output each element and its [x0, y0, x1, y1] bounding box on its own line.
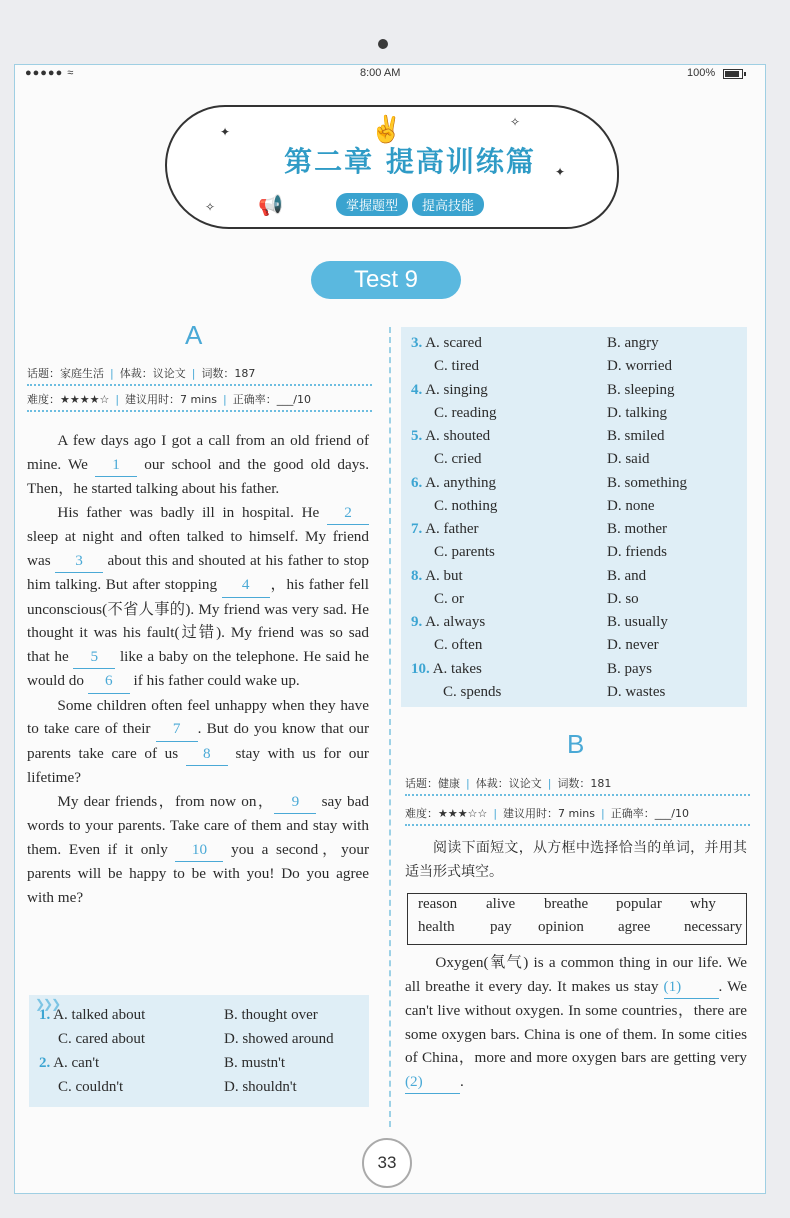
word-bank-item: agree	[618, 919, 651, 935]
option-row	[607, 451, 650, 468]
dotted-rule	[405, 824, 750, 826]
word-bank	[407, 893, 747, 945]
word-bank-item: why	[690, 896, 716, 912]
section-b-heading: B	[567, 729, 585, 759]
blank-3: 3	[55, 549, 103, 574]
paragraph	[405, 951, 747, 1094]
text: My dear friends，from now on，	[57, 792, 275, 810]
suggested-time: 建议用时：7 mins	[125, 393, 218, 406]
options-box-right	[401, 327, 747, 707]
dotted-rule	[27, 384, 372, 386]
text: if his father could wake up.	[129, 672, 300, 689]
option-row	[443, 684, 501, 701]
meta-separator: |	[191, 367, 196, 380]
option-row	[607, 428, 665, 445]
paragraph	[27, 694, 369, 790]
word-bank-item: popular	[616, 896, 662, 912]
text: Oxygen(氧气) is a common thing in our life. We all breathe it every day. It makes us stay	[405, 954, 747, 995]
word-bank-item: reason	[418, 896, 458, 912]
option-row	[411, 475, 496, 492]
option-a[interactable]: A. singing	[425, 381, 488, 398]
passage-a	[27, 429, 369, 909]
accuracy: 正确率：___/10	[610, 807, 689, 820]
section-a-meta-1	[27, 365, 255, 381]
option-row	[411, 661, 482, 678]
section-b-meta-1	[405, 775, 611, 791]
option-a[interactable]: A. father	[425, 521, 479, 537]
option-c[interactable]: C. cared about	[58, 1031, 146, 1047]
option-b[interactable]: B. pays	[607, 660, 652, 677]
option-b[interactable]: B. sleeping	[607, 381, 675, 398]
word-count: 词数：187	[201, 367, 256, 380]
paragraph	[27, 790, 369, 910]
text: His father was badly ill in hospital. He	[57, 503, 327, 521]
option-d[interactable]: D. talking	[607, 404, 667, 421]
option-row	[434, 358, 479, 375]
instruction-text: 阅读下面短文，从方框中选择恰当的单词，并用其适当形式填空。	[405, 840, 747, 880]
option-row	[607, 358, 672, 375]
page-number: 33	[362, 1138, 412, 1188]
question-number: 3.	[411, 335, 423, 351]
paragraph	[27, 501, 369, 694]
chevrons-icon: ❯❯❯	[35, 997, 60, 1011]
option-row	[607, 335, 659, 352]
option-row	[607, 614, 668, 631]
battery-percent: 100%	[687, 67, 716, 79]
option-row	[607, 405, 667, 422]
status-bar	[15, 65, 765, 82]
status-time: 8:00 AM	[360, 67, 401, 79]
option-c[interactable]: C. spends	[443, 683, 502, 700]
option-row	[607, 591, 639, 608]
test-badge: Test 9	[311, 261, 461, 299]
option-row	[434, 498, 497, 515]
blank-b2: (2)	[405, 1070, 460, 1095]
option-c[interactable]: C. or	[434, 590, 464, 607]
blank-10: 10	[175, 838, 223, 863]
option-a[interactable]: A. can't	[53, 1055, 100, 1071]
rock-hand-icon: ✌	[370, 115, 403, 144]
word-bank-item: alive	[486, 896, 516, 912]
option-row	[411, 521, 479, 538]
dotted-rule	[27, 410, 372, 412]
option-row	[607, 544, 667, 561]
option-d[interactable]: D. worried	[607, 358, 672, 374]
option-a[interactable]: A. but	[425, 567, 463, 584]
paragraph	[27, 429, 369, 501]
text: ，his father fell unconscious(不省人事的). My friend was very sad. He thought it was his fault(过错). My friend was so sad that he	[27, 576, 369, 665]
text: about this and shouted at his father to stop him talking. But after stopping	[27, 551, 370, 593]
meta-separator: |	[115, 393, 120, 406]
option-a[interactable]: A. talked about	[53, 1007, 146, 1023]
genre: 体裁：议论文	[119, 367, 186, 380]
text: sleep at night and often talked to himself. My friend was	[27, 528, 369, 569]
option-b[interactable]: B. mother	[607, 521, 667, 537]
option-a[interactable]: A. shouted	[425, 428, 491, 444]
option-b[interactable]: B. smiled	[607, 428, 665, 444]
option-c[interactable]: C. parents	[434, 544, 495, 560]
option-row	[607, 568, 646, 585]
word-bank-item: breathe	[544, 896, 589, 912]
section-a-meta-2	[27, 391, 311, 407]
meta-separator: |	[493, 807, 498, 820]
word-bank-item: pay	[490, 919, 512, 935]
option-d[interactable]: D. so	[607, 590, 639, 607]
text: A few days ago I got a call from an old friend of mine. We	[27, 432, 369, 473]
option-row	[434, 451, 481, 468]
option-row	[434, 405, 496, 422]
sparkle-icon: ✧	[510, 115, 521, 129]
column-divider	[389, 327, 391, 1127]
word-count: 词数：181	[557, 777, 612, 790]
sparkle-icon: ✧	[205, 200, 216, 214]
meta-separator: |	[223, 393, 227, 406]
sparkle-icon: ✦	[220, 125, 231, 139]
blank-9: 9	[274, 790, 316, 815]
option-a[interactable]: A. always	[425, 614, 486, 630]
question-number: 4.	[411, 381, 423, 398]
section-a-heading: A	[185, 320, 203, 350]
option-d[interactable]: D. wastes	[607, 683, 666, 700]
option-row	[607, 382, 675, 399]
difficulty: 难度：★★★★☆	[27, 393, 110, 406]
tablet-camera	[378, 39, 388, 49]
section-b-meta-2	[405, 805, 689, 821]
option-a[interactable]: A. scared	[425, 335, 482, 351]
option-row	[434, 637, 482, 654]
text: like a baby on the telephone. He said he would do	[27, 647, 369, 689]
suggested-time: 建议用时：7 mins	[503, 807, 596, 820]
option-row	[607, 661, 652, 678]
question-number: 9.	[411, 614, 423, 630]
meta-separator: |	[601, 807, 605, 820]
option-row	[434, 544, 495, 561]
text: you a second，your parents will be happy to be with you! Do you agree with me?	[27, 840, 369, 906]
question-number: 8.	[411, 567, 423, 584]
option-row	[411, 428, 490, 445]
signal-icon: ●●●●● ≈	[25, 67, 75, 79]
options-box-left	[29, 995, 369, 1107]
question-number: 1.	[39, 1007, 51, 1023]
blank-1: 1	[95, 453, 137, 478]
text: Some children often feel unhappy when they have to take care of their	[27, 696, 369, 737]
option-c[interactable]: C. often	[434, 637, 483, 653]
topic: 话题：家庭生活	[27, 367, 104, 380]
option-row	[411, 568, 463, 585]
blank-8: 8	[186, 742, 228, 767]
passage-b	[405, 951, 747, 1094]
instruction	[405, 837, 747, 884]
text: . But do you know that our parents take care of us	[27, 720, 369, 762]
question-number: 6.	[411, 474, 423, 491]
option-row	[411, 335, 482, 352]
option-row	[607, 475, 687, 492]
option-b[interactable]: B. something	[607, 474, 688, 491]
megaphone-icon: 📢	[258, 195, 283, 217]
blank-5: 5	[73, 645, 115, 670]
genre: 体裁：议论文	[475, 777, 542, 790]
option-c[interactable]: C. reading	[434, 404, 497, 421]
topic: 话题：健康	[405, 777, 460, 790]
option-row	[607, 521, 667, 538]
question-number: 2.	[39, 1055, 51, 1071]
question-number: 7.	[411, 521, 423, 537]
accuracy: 正确率：___/10	[232, 393, 311, 406]
text: say bad words to your parents. Take care of them and stay with them. Even if it only	[27, 792, 369, 858]
option-d[interactable]: D. shouldn't	[224, 1079, 297, 1095]
blank-7: 7	[156, 717, 198, 742]
text: our school and the good old days. Then，he started talking about his father.	[27, 455, 369, 497]
option-b[interactable]: B. and	[607, 567, 647, 584]
question-number: 10.	[411, 660, 430, 677]
option-c[interactable]: C. tired	[434, 358, 479, 374]
chapter-subtitle	[295, 193, 525, 215]
subtitle-part-1: 掌握题型	[336, 193, 408, 216]
option-row	[607, 637, 659, 654]
option-b[interactable]: B. thought over	[224, 1007, 318, 1023]
text: .	[460, 1072, 464, 1090]
option-a[interactable]: A. takes	[432, 660, 482, 677]
meta-separator: |	[547, 777, 552, 790]
text: . We can't live without oxygen. In some countries，there are some oxygen bars. China is one of them. In some cities of China，more and more oxygen bars are getting very	[405, 977, 747, 1066]
option-row	[411, 614, 485, 631]
sparkle-icon: ✦	[555, 165, 566, 179]
option-d[interactable]: D. never	[607, 637, 659, 653]
book-page	[14, 64, 766, 1194]
option-row	[607, 498, 655, 515]
word-bank-item: health	[418, 919, 455, 935]
option-row	[434, 591, 464, 608]
option-d[interactable]: D. said	[607, 451, 650, 467]
meta-separator: |	[110, 367, 114, 380]
subtitle-part-2: 提高技能	[412, 193, 484, 216]
question-number: 5.	[411, 428, 423, 444]
text: stay with us for our lifetime?	[27, 744, 369, 786]
battery-icon	[723, 69, 743, 79]
option-row	[411, 382, 488, 399]
option-row	[607, 684, 665, 701]
word-bank-item: necessary	[684, 919, 743, 935]
option-c[interactable]: C. couldn't	[58, 1079, 124, 1095]
option-d[interactable]: D. friends	[607, 544, 667, 560]
option-b[interactable]: B. angry	[607, 335, 659, 351]
option-a[interactable]: A. anything	[425, 474, 497, 491]
option-c[interactable]: C. nothing	[434, 497, 498, 514]
blank-6: 6	[88, 669, 130, 694]
blank-2: 2	[327, 501, 369, 526]
option-d[interactable]: D. none	[607, 497, 655, 514]
meta-separator: |	[466, 777, 470, 790]
difficulty: 难度：★★★☆☆	[405, 807, 488, 820]
dotted-rule	[405, 794, 750, 796]
option-b[interactable]: B. mustn't	[224, 1055, 286, 1071]
blank-4: 4	[222, 573, 270, 598]
option-b[interactable]: B. usually	[607, 614, 668, 630]
option-c[interactable]: C. cried	[434, 451, 482, 467]
chapter-title: 第二章 提高训练篇	[284, 145, 536, 178]
blank-b1: (1)	[664, 975, 719, 1000]
word-bank-item: opinion	[538, 919, 584, 935]
option-d[interactable]: D. showed around	[224, 1031, 334, 1047]
